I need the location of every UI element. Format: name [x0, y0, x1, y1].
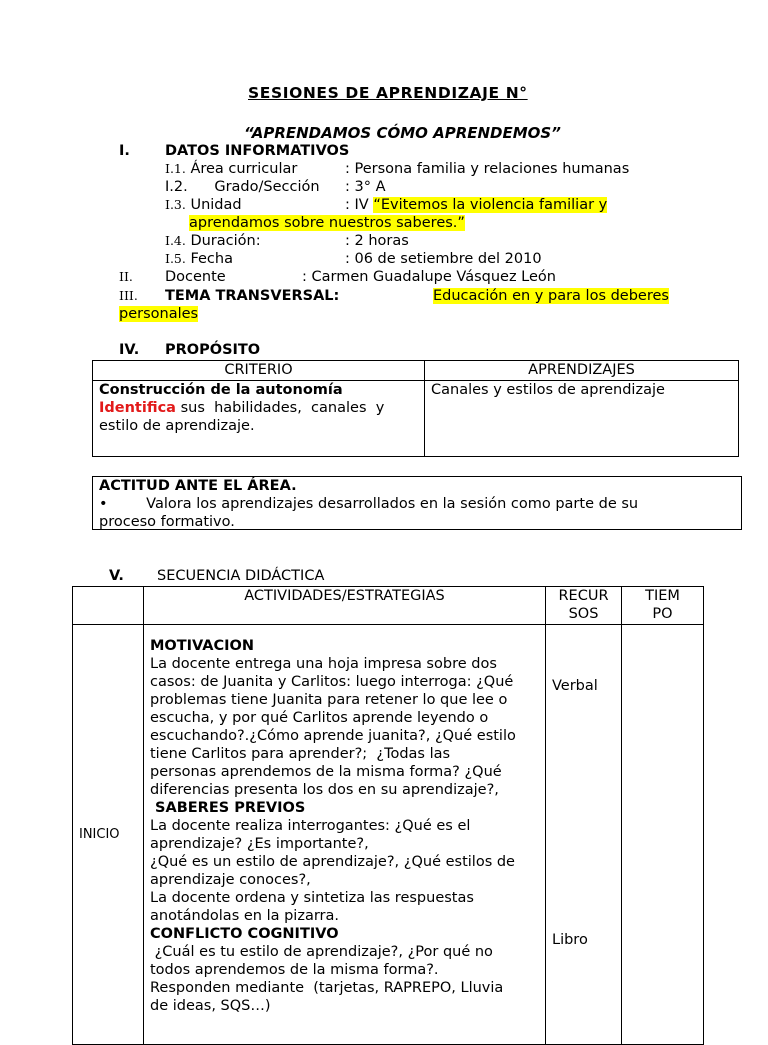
info-row-value: : Persona familia y relaciones humanas [345, 161, 630, 177]
actitud-text: Valora los aprendizajes desarrollados en la sesión como parte de su [146, 496, 639, 512]
section-5-number: V. [109, 568, 124, 584]
tema-transversal-value-line1: Educación en y para los deberes [433, 288, 669, 304]
tiempo-cell [622, 625, 704, 1045]
proposito-table-row [93, 381, 739, 457]
section-1-number: I. [119, 143, 130, 159]
activity-subheading: SABERES PREVIOS [150, 800, 306, 816]
unidad-title-line1: “Evitemos la violencia familiar y [373, 197, 608, 213]
activity-line: diferencias presenta los dos en su aprendizaje?, [150, 782, 499, 798]
phase-header [73, 587, 144, 625]
recursos-header [546, 587, 622, 625]
bullet-icon: • [99, 496, 108, 512]
section-4-number: IV. [119, 342, 140, 358]
unidad-title-line2: aprendamos sobre nuestros saberes.” [189, 215, 465, 231]
activities-header: ACTIVIDADES/ESTRATEGIAS [144, 587, 546, 625]
docente-label: Docente [165, 269, 226, 285]
activity-line: La docente entrega una hoja impresa sobre dos [150, 656, 497, 672]
activity-line: La docente ordena y sintetiza las respuestas [150, 890, 474, 906]
info-row-value: : 3° A [345, 179, 386, 195]
activity-line: Responden mediante (tarjetas, RAPREPO, Lluvia [150, 980, 504, 996]
info-row-label: Grado/Sección [214, 179, 320, 195]
tema-transversal-value-line2: personales [119, 306, 199, 322]
info-row-grado [165, 178, 320, 196]
proposito-table-header [93, 361, 739, 381]
section-5-heading: SECUENCIA DIDÁCTICA [157, 568, 325, 584]
criterio-cell [93, 381, 425, 457]
activity-line: casos: de Juanita y Carlitos: luego interroga: ¿Qué [150, 674, 514, 690]
activity-line: escuchando?.¿Cómo aprende juanita?, ¿Qué estilo [150, 728, 516, 744]
criterio-header: CRITERIO [93, 361, 425, 381]
activity-line: aprendizaje? ¿Es importante?, [150, 836, 369, 852]
session-subtitle: “APRENDAMOS CÓMO APRENDEMOS” [244, 124, 561, 142]
section-1-heading: DATOS INFORMATIVOS [165, 143, 350, 159]
actitud-line1 [99, 495, 735, 513]
info-row-area [165, 160, 297, 178]
tiempo-header [622, 587, 704, 625]
activity-subheading: CONFLICTO COGNITIVO [150, 926, 339, 942]
secuencia-table [72, 586, 704, 1045]
activity-line: todos aprendemos de la misma forma?. [150, 962, 439, 978]
activity-line: de ideas, SQS…) [150, 998, 271, 1014]
info-row-duracion [165, 232, 261, 250]
info-row-fecha [165, 250, 233, 268]
info-row-unidad [165, 196, 242, 214]
criterio-rest: sus habilidades, canales y [175, 400, 385, 416]
recurso-item: Libro [552, 932, 588, 948]
actitud-title: ACTITUD ANTE EL ÁREA. [99, 478, 297, 494]
recursos-cell [546, 625, 622, 1045]
activity-line: anotándolas en la pizarra. [150, 908, 339, 924]
activity-line: tiene Carlitos para aprender?; ¿Todas las [150, 746, 451, 762]
recursos-header-line1: RECUR [558, 588, 609, 604]
activity-line: escucha, y por qué Carlitos aprende leyendo o [150, 710, 489, 726]
info-row-number: I.1. [165, 161, 186, 176]
section-3-number: III. [119, 288, 138, 303]
document-title: SESIONES DE APRENDIZAJE N° [248, 84, 528, 102]
tema-transversal-label: TEMA TRANSVERSAL: [165, 288, 340, 304]
info-row-label: Fecha [190, 251, 233, 267]
info-row-label: Unidad [190, 197, 242, 213]
info-row-number: I.5. [165, 251, 186, 266]
phase-cell: INICIO [73, 625, 144, 1045]
activities-list [150, 637, 539, 1015]
aprendizajes-cell: Canales y estilos de aprendizaje [425, 381, 739, 457]
activities-cell [144, 625, 546, 1045]
info-row-label: Área curricular [190, 161, 298, 177]
activity-line: problemas tiene Juanita para retener lo que lee o [150, 692, 508, 708]
docente-value: : Carmen Guadalupe Vásquez León [302, 269, 556, 285]
info-row-number: I.3. [165, 197, 186, 212]
info-row-value: : 06 de setiembre del 2010 [345, 251, 542, 267]
info-row-value: : 2 horas [345, 233, 409, 249]
activity-line: ¿Qué es un estilo de aprendizaje?, ¿Qué estilos de [150, 854, 515, 870]
activity-line: ¿Cuál es tu estilo de aprendizaje?, ¿Por qué no [150, 944, 493, 960]
activity-subheading: MOTIVACION [150, 638, 254, 654]
section-4-heading: PROPÓSITO [165, 342, 261, 358]
info-row-value [345, 196, 607, 214]
section-2-number: II. [119, 269, 133, 284]
aprendizajes-header: APRENDIZAJES [425, 361, 739, 381]
info-row-number: I.2. [165, 179, 188, 195]
activity-line: personas aprendemos de la misma forma? ¿Qué [150, 764, 502, 780]
inicio-row [73, 625, 704, 1045]
info-row-number: I.4. [165, 233, 186, 248]
secuencia-table-header [73, 587, 704, 625]
criterio-highlight: Identifica [99, 400, 176, 416]
tiempo-header-line1: TIEM [645, 588, 680, 604]
actitud-box [92, 476, 742, 530]
info-row-label: Duración: [190, 233, 261, 249]
recurso-item: Verbal [552, 678, 598, 694]
activity-line: aprendizaje conoces?, [150, 872, 311, 888]
activity-line: La docente realiza interrogantes: ¿Qué es el [150, 818, 471, 834]
actitud-line2: proceso formativo. [99, 514, 235, 530]
unidad-prefix: : IV [345, 197, 374, 213]
criterio-line2 [99, 399, 418, 417]
criterio-line3: estilo de aprendizaje. [99, 418, 255, 434]
criterio-title: Construcción de la autonomía [99, 382, 343, 398]
tiempo-header-line2: PO [652, 606, 673, 622]
proposito-table [92, 360, 739, 457]
recursos-header-line2: SOS [568, 606, 599, 622]
